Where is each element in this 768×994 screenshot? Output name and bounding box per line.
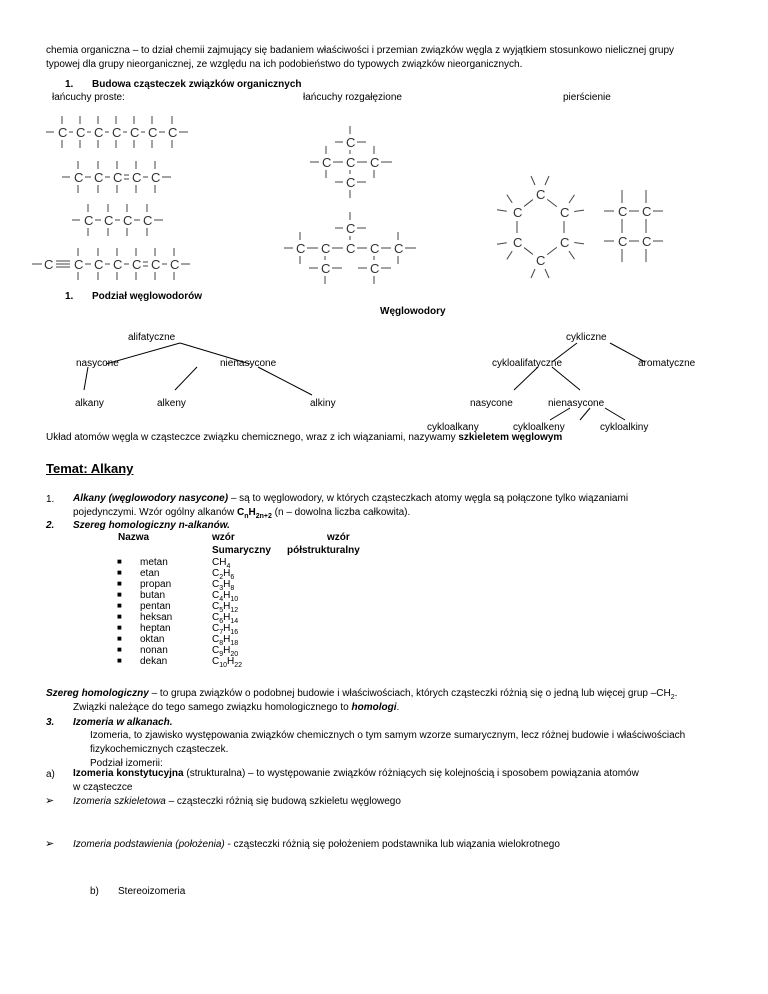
def-3-body: Izomeria, to zjawisko występowania związków chemicznych o tym samym wzorze sumarycznym, lecz różnej budowie i właściwościach fizykochemicznych cząsteczek. Podział izomerii:: [90, 730, 686, 769]
alkane-formula: $C_4H_{10}$: [212, 590, 239, 603]
chain-carbon-atom: C: [104, 213, 114, 228]
ring-carbon-atom: C: [536, 187, 546, 202]
col-header-name: Nazwa: [118, 532, 150, 543]
tree-node-cyclo-saturated: nasycone: [470, 398, 513, 409]
homologs-term: homologi: [351, 702, 397, 713]
alkane-name: oktan: [140, 634, 165, 645]
alkane-formula: $C_6H_{14}$: [212, 612, 239, 625]
general-formula: $C_nH_{2n+2}$: [236, 507, 272, 520]
section-2-title: Podział węglowodorów: [92, 291, 202, 302]
chain-carbon-atom: C: [130, 125, 140, 140]
iso-a-marker: a): [46, 769, 55, 780]
alkane-name: metan: [140, 557, 168, 568]
alkane-formula: $C_9H_{20}$: [212, 645, 239, 658]
def-1-number: 1.: [46, 494, 55, 505]
branch-carbon-atom: C: [321, 241, 331, 256]
def-2-title: Szereg homologiczny n-alkanów.: [73, 520, 230, 531]
ring-carbon-atom: C: [513, 205, 523, 220]
iso-substitution: Izomeria podstawienia (położenia) - cząsteczki różnią się położeniem podstawnika lub wiązania wielokrotnego: [73, 839, 560, 850]
chain-carbon-atom: C: [94, 125, 104, 140]
chain-carbon-atom: C: [151, 257, 161, 272]
alkane-name: pentan: [140, 601, 171, 612]
tree-node-unsaturated: nienasycone: [220, 358, 277, 369]
chain-carbon-atom: C: [84, 213, 94, 228]
chain-carbon-atom: C: [112, 125, 122, 140]
tree-node-alkynes: alkiny: [310, 398, 336, 409]
def-1: Alkany (węglowodory nasycone) – są to węglowodory, w których cząsteczkach atomy węgla są połączone tylko wiązaniami pojedynczymi. Wzór ogólny alkanów $C_nH_{2n+2}$ (n – dowolna liczba całkowita).: [73, 493, 629, 520]
ring-carbon-atom: C: [560, 205, 570, 220]
square-bullet-icon: ■: [117, 645, 122, 654]
col-header-semistructural: półstrukturalny: [287, 545, 360, 556]
tree-node-alkanes: alkany: [75, 398, 104, 409]
section-2-number: 1.: [65, 291, 74, 302]
alkane-formula: $C_2H_6$: [212, 568, 235, 581]
alkane-name: propan: [140, 579, 172, 590]
branch-carbon-atom: C: [346, 175, 356, 190]
iso-b-marker: b): [90, 886, 99, 897]
alkane-formula: $C_3H_8$: [212, 579, 235, 592]
branch-carbon-atom: C: [346, 221, 356, 236]
alkane-name: heptan: [140, 623, 171, 634]
iso-a: Izomeria konstytucyjna (strukturalna) – to występowanie związków różniących się kolejnością i sposobem powiązania atomów w cząsteczce: [73, 768, 639, 793]
alkane-formula: $C_8H_{18}$: [212, 634, 239, 647]
square-bullet-icon: ■: [117, 634, 122, 643]
skeleton-term: szkieletem węglowym: [458, 432, 563, 443]
branch-carbon-atom: C: [346, 241, 356, 256]
col-header-formula-1: wzór: [212, 532, 235, 543]
ring-carbon-atom: C: [536, 253, 546, 268]
square-bullet-icon: ■: [117, 623, 122, 632]
chain-carbon-atom: C: [113, 257, 123, 272]
chain-carbon-atom: C: [74, 170, 84, 185]
tree-node-alkenes: alkeny: [157, 398, 186, 409]
alkane-name: butan: [140, 590, 166, 601]
arrow-bullet-icon: ➢: [45, 795, 55, 807]
homolog-term: Szereg homologiczny: [46, 688, 149, 699]
branch-carbon-atom: C: [370, 261, 380, 276]
chain-carbon-atom: C: [58, 125, 68, 140]
intro-paragraph: [46, 44, 674, 72]
skeleton-definition: Układ atomów węgla w cząsteczce związku chemicznego, wraz z ich wiązaniami, nazywamy szkieletem węglowym: [46, 432, 563, 443]
tree-node-cyclo-unsaturated: nienasycone: [548, 398, 605, 409]
iso-stereo: Stereoizomeria: [118, 886, 186, 897]
label-straight-chains: łańcuchy proste:: [52, 92, 125, 103]
chain-carbon-atom: C: [44, 257, 54, 272]
label-branched-chains: łańcuchy rozgałęzione: [303, 92, 402, 103]
arrow-bullet-icon: ➢: [45, 838, 55, 850]
branch-carbon-atom: C: [370, 155, 380, 170]
section-1-number: 1.: [65, 79, 74, 90]
square-bullet-icon: ■: [117, 579, 122, 588]
intro-line-1: chemia organiczna – to dział chemii zajmujący się badaniem właściwości i przemian związków węgla z wyjątkiem stosunkowo nielicznej grupy: [46, 45, 675, 56]
tree-node-aliphatic: alifatyczne: [128, 332, 176, 343]
chain-carbon-atom: C: [94, 257, 104, 272]
alkane-formula: $C_{10}H_{22}$: [212, 656, 243, 669]
branch-carbon-atom: C: [321, 261, 331, 276]
tree-node-cyclic: cykliczne: [566, 332, 607, 343]
tree-node-cycloaliphatic: cykloalifatyczne: [492, 358, 563, 369]
chain-carbon-atom: C: [168, 125, 178, 140]
chain-carbon-atom: C: [123, 213, 133, 228]
tree-node-cycloalkynes: cykloalkiny: [600, 422, 649, 433]
chain-carbon-atom: C: [132, 170, 142, 185]
square-bullet-icon: ■: [117, 590, 122, 599]
tree-node-saturated: nasycone: [76, 358, 119, 369]
square-bullet-icon: ■: [117, 612, 122, 621]
chain-carbon-atom: C: [94, 170, 104, 185]
tree-root: Węglowodory: [380, 306, 446, 317]
ring-carbon-atom: C: [618, 204, 628, 219]
branch-carbon-atom: C: [322, 155, 332, 170]
alkane-name: nonan: [140, 645, 168, 656]
chain-carbon-atom: C: [151, 170, 161, 185]
branch-carbon-atom: C: [346, 135, 356, 150]
ring-carbon-atom: C: [513, 235, 523, 250]
branch-carbon-atom: C: [370, 241, 380, 256]
ring-carbon-atom: C: [642, 204, 652, 219]
square-bullet-icon: ■: [117, 557, 122, 566]
tree-node-aromatic: aromatyczne: [638, 358, 696, 369]
tree-node-cycloalkanes: cykloalkany: [427, 422, 479, 433]
ring-carbon-atom: C: [642, 234, 652, 249]
alkane-formula: $C_5H_{12}$: [212, 601, 239, 614]
alkane-formula: $C_7H_{16}$: [212, 623, 239, 636]
col-header-molecular: Sumaryczny: [212, 545, 271, 556]
branch-carbon-atom: C: [346, 155, 356, 170]
def-3-number: 3.: [46, 717, 55, 728]
def-2-number: 2.: [46, 520, 55, 531]
branch-carbon-atom: C: [296, 241, 306, 256]
hydrocarbon-classification-tree: [0, 300, 768, 440]
def-3-title: Izomeria w alkanach.: [73, 717, 173, 728]
def-1-term: Alkany (węglowodory nasycone): [73, 493, 229, 504]
chain-carbon-atom: C: [76, 125, 86, 140]
alkane-name: dekan: [140, 656, 168, 667]
homolog-paragraph: Szereg homologiczny – to grupa związków o podobnej budowie i właściwościach, których cząsteczki różnią się o jedną lub więcej grup $-CH_2$. Związki należące do tego samego związku homologicznego to homologi.: [46, 688, 678, 713]
tree-node-cycloalkenes: cykloalkeny: [513, 422, 565, 433]
structural-formulas: [0, 110, 768, 285]
intro-line-2: typowej dla grupy nieorganicznej, ze względu na ich podobieństwo do typowych związków nieorganicznych.: [46, 59, 523, 70]
square-bullet-icon: ■: [117, 568, 122, 577]
label-rings: pierścienie: [563, 92, 611, 103]
chain-carbon-atom: C: [113, 170, 123, 185]
square-bullet-icon: ■: [117, 656, 122, 665]
square-bullet-icon: ■: [117, 601, 122, 610]
col-header-formula-2: wzór: [327, 532, 350, 543]
topic-title: Temat: Alkany: [46, 461, 134, 476]
chain-carbon-atom: C: [170, 257, 180, 272]
chain-carbon-atom: C: [74, 257, 84, 272]
chain-carbon-atom: C: [148, 125, 158, 140]
ring-carbon-atom: C: [560, 235, 570, 250]
section-1-title: Budowa cząsteczek związków organicznych: [92, 79, 302, 90]
branch-carbon-atom: C: [394, 241, 404, 256]
chain-carbon-atom: C: [143, 213, 153, 228]
chain-carbon-atom: C: [132, 257, 142, 272]
iso-skeletal: Izomeria szkieletowa – cząsteczki różnią się budową szkieletu węglowego: [73, 796, 401, 807]
alkane-formula: $CH_4$: [212, 557, 231, 570]
ring-carbon-atom: C: [618, 234, 628, 249]
alkane-name: heksan: [140, 612, 173, 623]
alkane-name: etan: [140, 568, 160, 579]
